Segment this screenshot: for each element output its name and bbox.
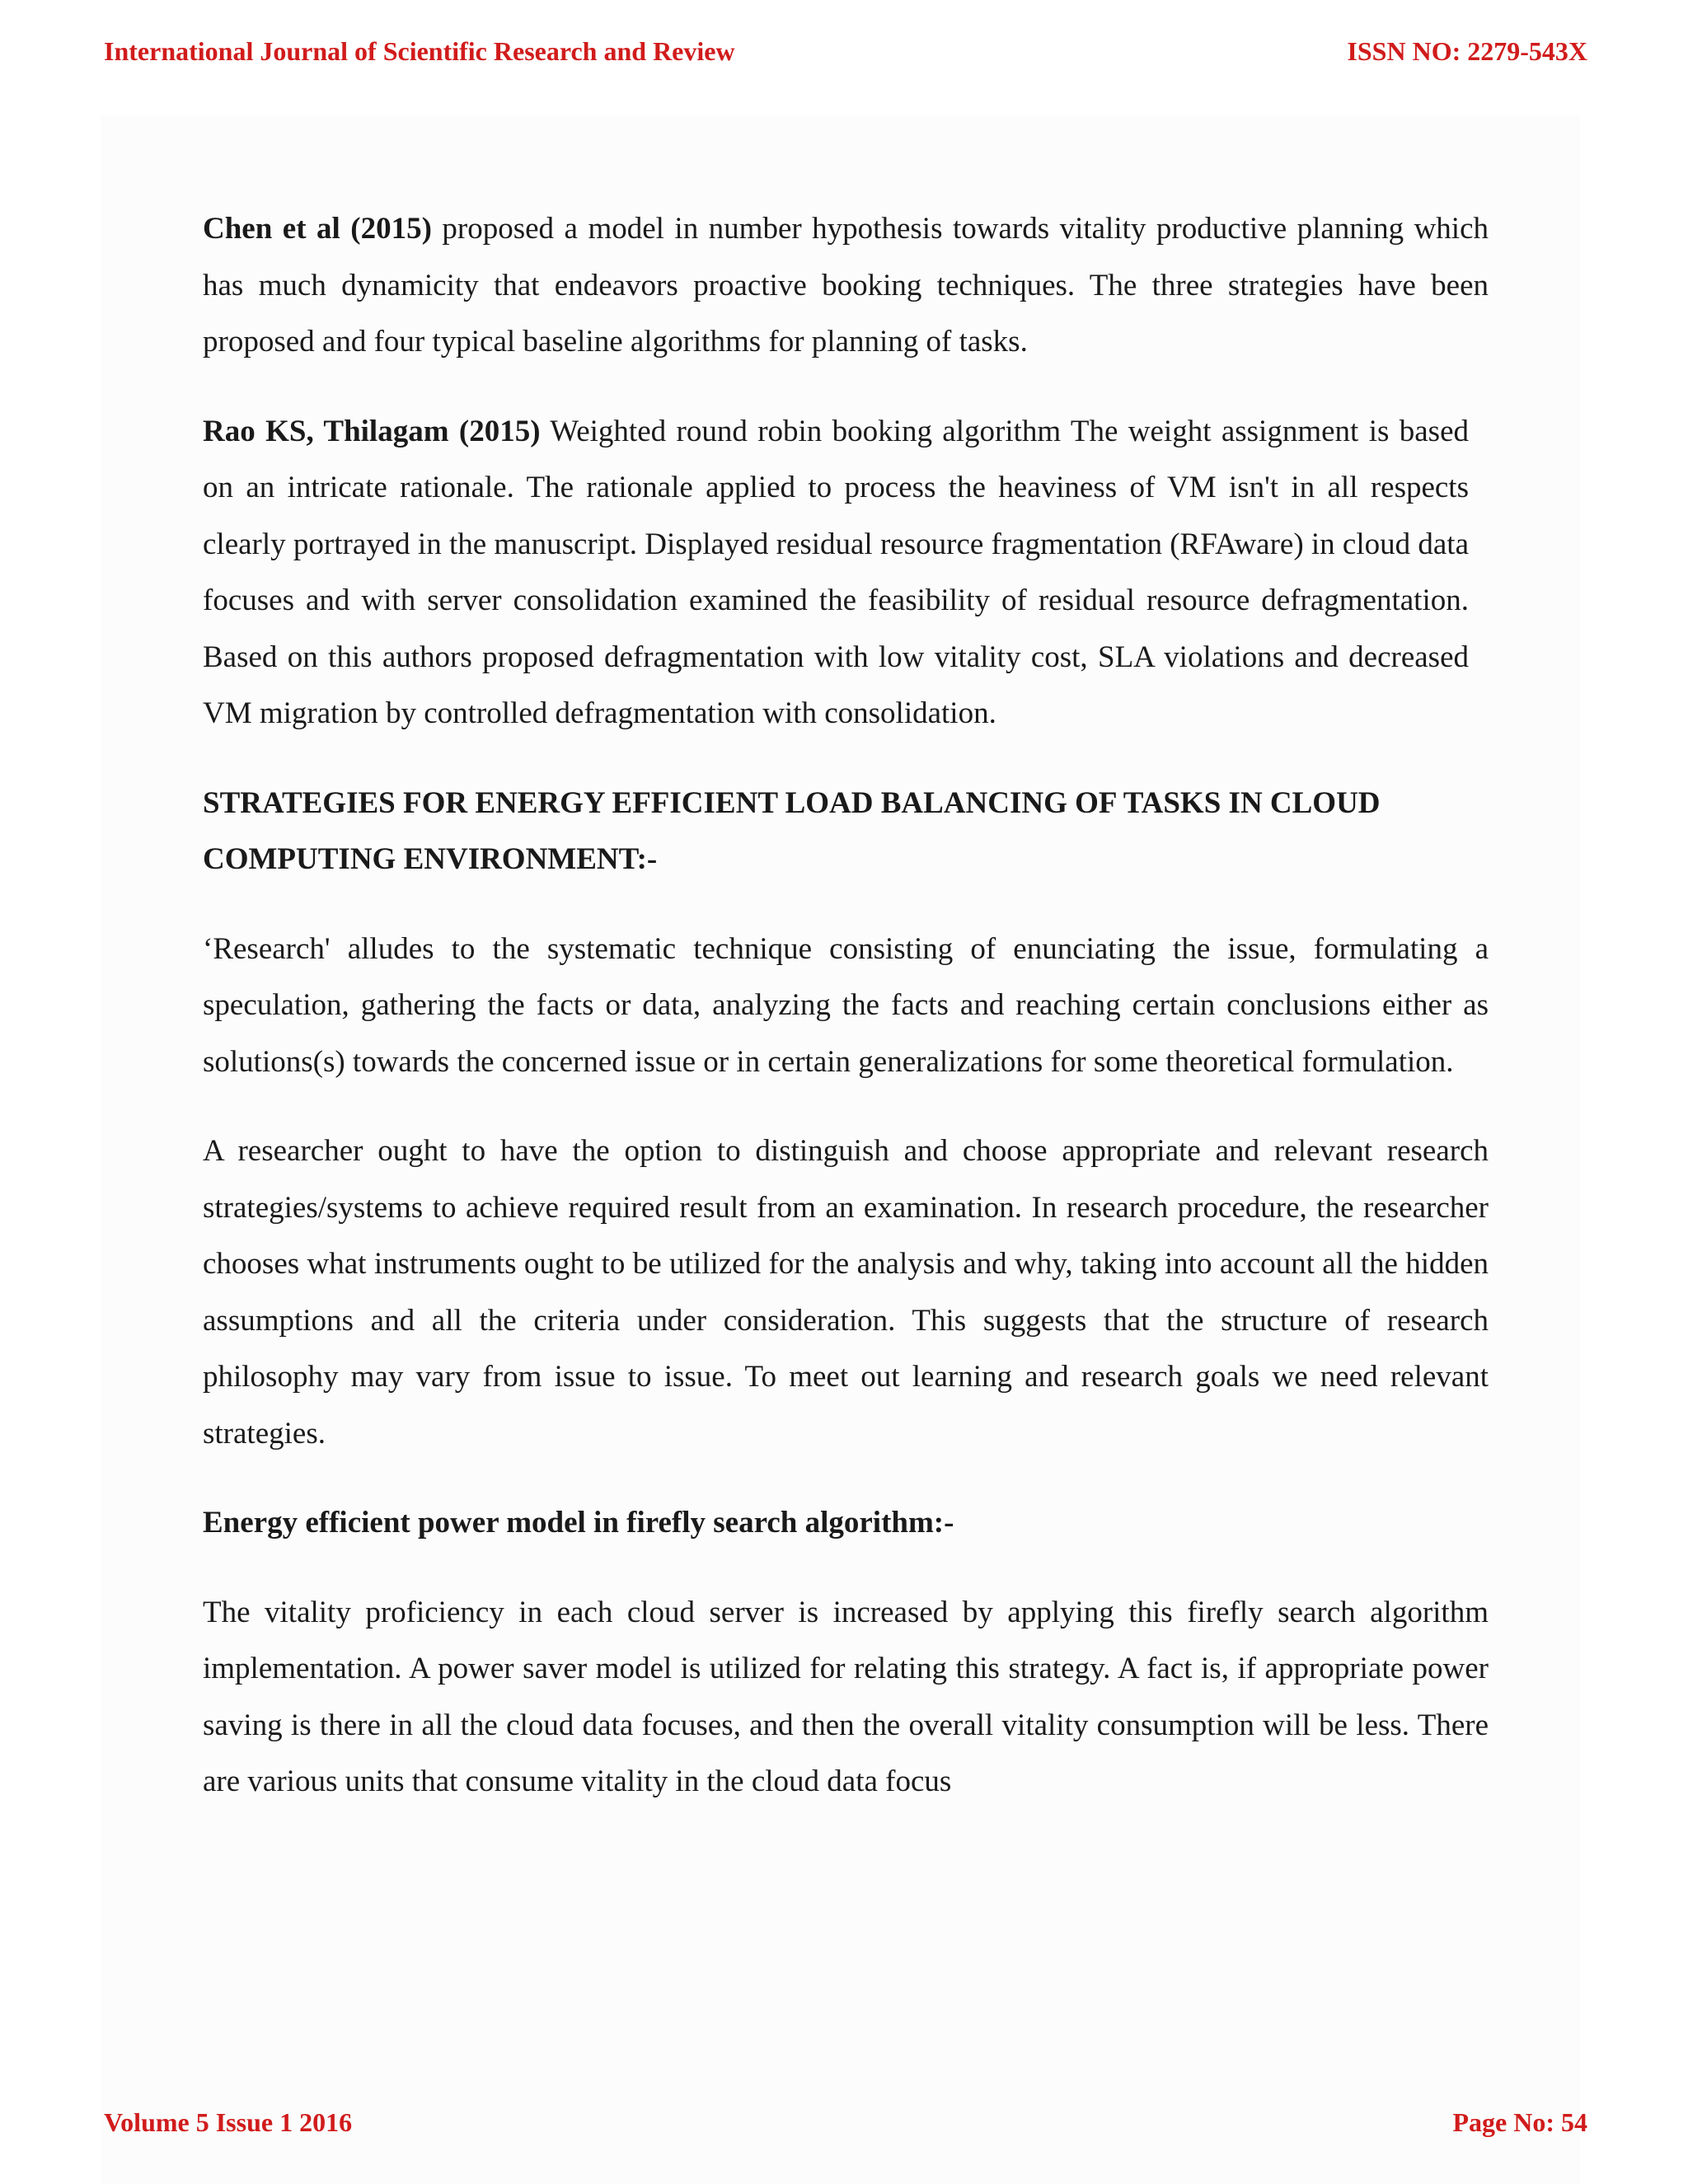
paragraph-chen-text: proposed a model in number hypothesis towards vitality productive planning which has much dynamicity that endeavors proactive booking techniques. The three strategies have been proposed and four typical baseline algorithms for planning of tasks. [203,212,1489,359]
page-number: Page No: 54 [1452,2107,1587,2137]
paragraph-research: ‘Research' alludes to the systematic technique consisting of enunciating the issue, formulating a speculation, gathering the facts or data, analyzing the facts and reaching certain conclusions either as solutions(s) towards the concerned issue or in certain generalizations for some theoretical formulation. [203,931,1489,1079]
paragraph-rao [203,404,1469,743]
paragraph-vitality: The vitality proficiency in each cloud server is increased by applying this firefly search algorithm implementation. A power saver model is utilized for relating this strategy. A fact is, if appropriate power saving is there in all the cloud data focuses, and then the overall vitality consumption will be less. There are various units that consume vitality in the cloud data focus [203,1595,1489,1798]
journal-title: International Journal of Scientific Research and Review [104,36,735,66]
paragraph-researcher: A researcher ought to have the option to distinguish and choose appropriate and relevant research strategies/systems to achieve required result from an examination. In research procedure, the researcher chooses what instruments ought to be utilized for the analysis and why, taking into account all the hidden assumptions and all the criteria under consideration. This suggests that the structure of research philosophy may vary from issue to issue. To meet out learning and research goals we need relevant strategies. [203,1134,1489,1451]
section-heading-strategies: STRATEGIES FOR ENERGY EFFICIENT LOAD BALANCING OF TASKS IN CLOUD COMPUTING ENVIRONMENT:- [203,785,1381,876]
citation-rao: Rao KS, Thilagam (2015) [203,414,541,448]
paragraph-rao-text: Weighted round robin booking algorithm The weight assignment is based on an intricate rationale. The rationale applied to process the heaviness of VM isn't in all respects clearly portrayed in the manuscript. Displayed residual resource fragmentation (RFAware) in cloud data focuses and with server consolidation examined the feasibility of residual resource defragmentation. Based on this authors proposed defragmentation with low vitality cost, SLA violations and decreased VM migration by controlled defragmentation with consolidation. [203,414,1470,730]
section-heading-firefly: Energy efficient power model in firefly search algorithm:- [203,1506,954,1540]
citation-chen: Chen et al (2015) [203,212,432,246]
volume-issue: Volume 5 Issue 1 2016 [104,2107,353,2137]
article-body [203,201,1489,1844]
issn-number: ISSN NO: 2279-543X [1347,36,1587,66]
paragraph-chen [203,201,1489,371]
